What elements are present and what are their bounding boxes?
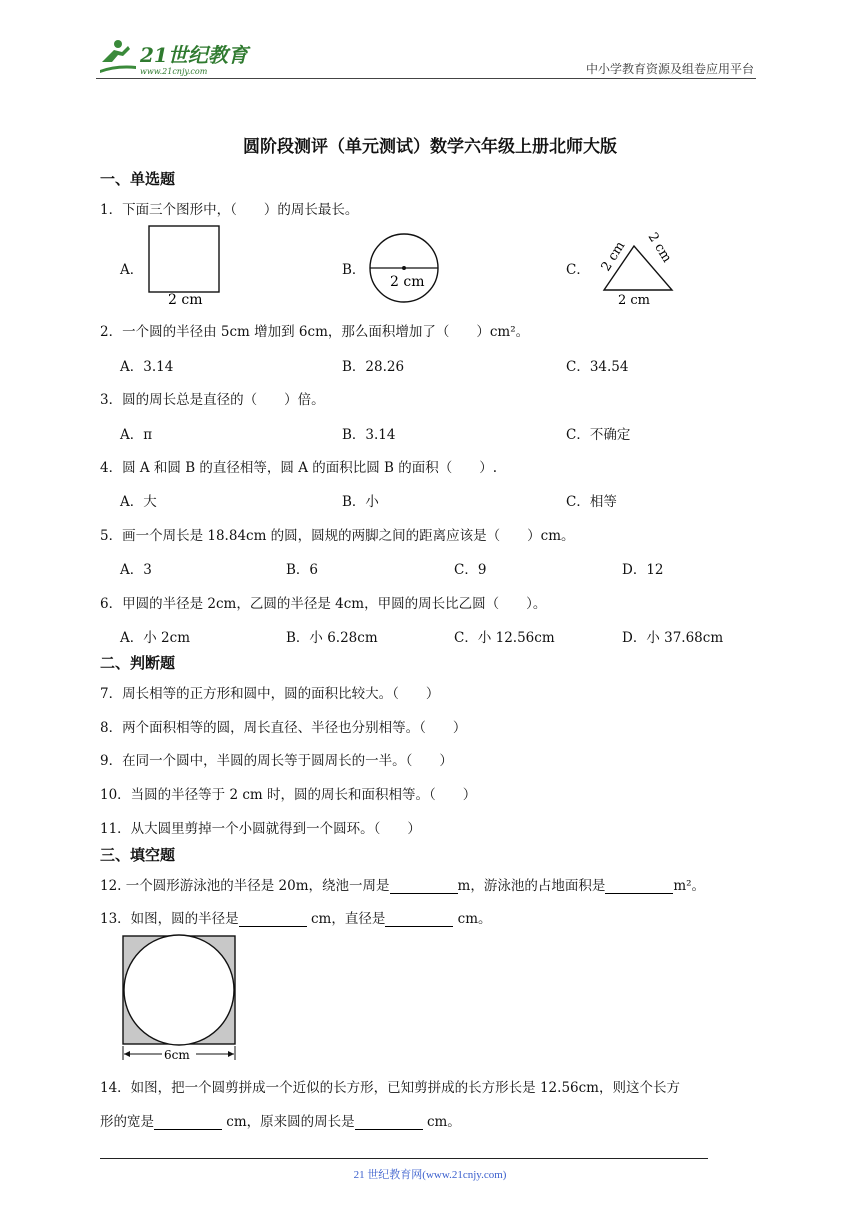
question-8-text: 8．两个面积相等的圆，周长直径、半径也分别相等。（ ）	[100, 720, 467, 736]
q4-option-c: C．相等	[566, 494, 617, 510]
q3-option-b: B．3.14	[342, 427, 396, 443]
header-divider	[96, 78, 756, 79]
question-11-text: 11．从大圆里剪掉一个小圆就得到一个圆环。（ ）	[100, 821, 421, 837]
question-12	[100, 874, 705, 894]
q5-option-d: D．12	[622, 562, 664, 578]
circle-diameter-label: 2 cm	[390, 274, 425, 290]
q13-part-2: cm，直径是	[306, 911, 386, 927]
question-2-text: 2．一个圆的半径由 5cm 增加到 6cm，那么面积增加了（ ）cm²。	[100, 324, 530, 340]
q2-option-a: A．3.14	[120, 359, 174, 375]
header-slogan: 中小学教育资源及组卷应用平台	[585, 62, 754, 76]
q6-option-b: B．小 6.28cm	[286, 630, 378, 646]
figure-width-label: 6cm	[164, 1048, 190, 1062]
circle-figure	[366, 230, 446, 314]
q14-part-2: cm，原来圆的周长是	[222, 1114, 355, 1130]
q5-option-a: A．3	[120, 562, 152, 578]
q6-option-c: C．小 12.56cm	[454, 630, 555, 646]
site-logo	[96, 36, 256, 80]
q5-option-c: C．9	[454, 562, 487, 578]
q12-blank-circumference[interactable]	[390, 879, 458, 894]
question-1-text: 1．下面三个图形中，（ ）的周长最长。	[100, 202, 359, 218]
question-4-text: 4．圆 A 和圆 B 的直径相等，圆 A 的面积比圆 B 的面积（ ）.	[100, 460, 498, 476]
page-title: 圆阶段测评（单元测试）数学六年级上册北师大版	[243, 137, 617, 157]
q1-option-c: C．	[566, 262, 590, 278]
question-14-line-1: 14．如图，把一个圆剪拼成一个近似的长方形，已知剪拼成的长方形长是 12.56cm，则这个长方	[100, 1080, 680, 1096]
q14-part-1: 形的宽是	[100, 1114, 154, 1130]
q1-option-b: B．	[342, 262, 366, 278]
footer-text: 21 世纪教育网(www.21cnjy.com)	[353, 1169, 507, 1181]
square-with-circle-figure	[118, 932, 242, 1068]
q6-option-d: D．小 37.68cm	[622, 630, 724, 646]
q13-blank-radius[interactable]	[239, 912, 307, 927]
square-side-label: 2 cm	[168, 292, 203, 308]
triangle-right-label: 2 cm	[644, 230, 675, 266]
q6-option-a: A．小 2cm	[120, 630, 190, 646]
question-10-text: 10．当圆的半径等于 2 cm 时，圆的周长和面积相等。（ ）	[100, 787, 477, 803]
question-3-text: 3．圆的周长总是直径的（ ）倍。	[100, 392, 325, 408]
q13-part-1: 13．如图，圆的半径是	[100, 911, 239, 927]
question-9-text: 9．在同一个圆中，半圆的周长等于圆周长的一半。（ ）	[100, 753, 453, 769]
q13-blank-diameter[interactable]	[385, 912, 453, 927]
triangle-left-label: 2 cm	[598, 239, 629, 275]
logo-url: www.21cnjy.com	[140, 67, 208, 76]
section-heading-single-choice: 一、单选题	[100, 170, 176, 188]
q3-option-c: C．不确定	[566, 427, 631, 443]
q3-option-a: A．π	[120, 427, 153, 443]
q1-option-a: A．	[120, 262, 144, 278]
square-figure	[144, 224, 224, 312]
q12-blank-area[interactable]	[605, 879, 673, 894]
question-5-text: 5．画一个周长是 18.84cm 的圆，圆规的两脚之间的距离应该是（ ）cm。	[100, 528, 575, 544]
triangle-bottom-label: 2 cm	[618, 293, 651, 308]
q4-option-b: B．小	[342, 494, 379, 510]
question-6-text: 6．甲圆的半径是 2cm，乙圆的半径是 4cm，甲圆的周长比乙圆（ ）。	[100, 596, 547, 612]
q12-part-1: 12. 一个圆形游泳池的半径是 20m，绕池一周是	[100, 878, 390, 894]
q4-option-a: A．大	[120, 494, 157, 510]
question-13	[100, 907, 492, 927]
q14-blank-circumference[interactable]	[355, 1115, 423, 1130]
section-heading-fill-in: 三、填空题	[100, 846, 176, 864]
q12-part-3: m²。	[673, 878, 706, 894]
footer-divider	[100, 1158, 708, 1159]
q13-part-3: cm。	[453, 911, 492, 927]
question-14-line-2	[100, 1110, 461, 1130]
q2-option-b: B．28.26	[342, 359, 405, 375]
q14-blank-width[interactable]	[154, 1115, 222, 1130]
q12-part-2: m，游泳池的占地面积是	[457, 878, 606, 894]
q5-option-b: B．6	[286, 562, 319, 578]
logo-text: 21世纪教育	[140, 43, 248, 67]
section-heading-true-false: 二、判断题	[100, 654, 176, 672]
question-7-text: 7．周长相等的正方形和圆中，圆的面积比较大。（ ）	[100, 686, 440, 702]
triangle-figure	[594, 226, 684, 314]
q2-option-c: C．34.54	[566, 359, 629, 375]
q14-part-3: cm。	[422, 1114, 461, 1130]
